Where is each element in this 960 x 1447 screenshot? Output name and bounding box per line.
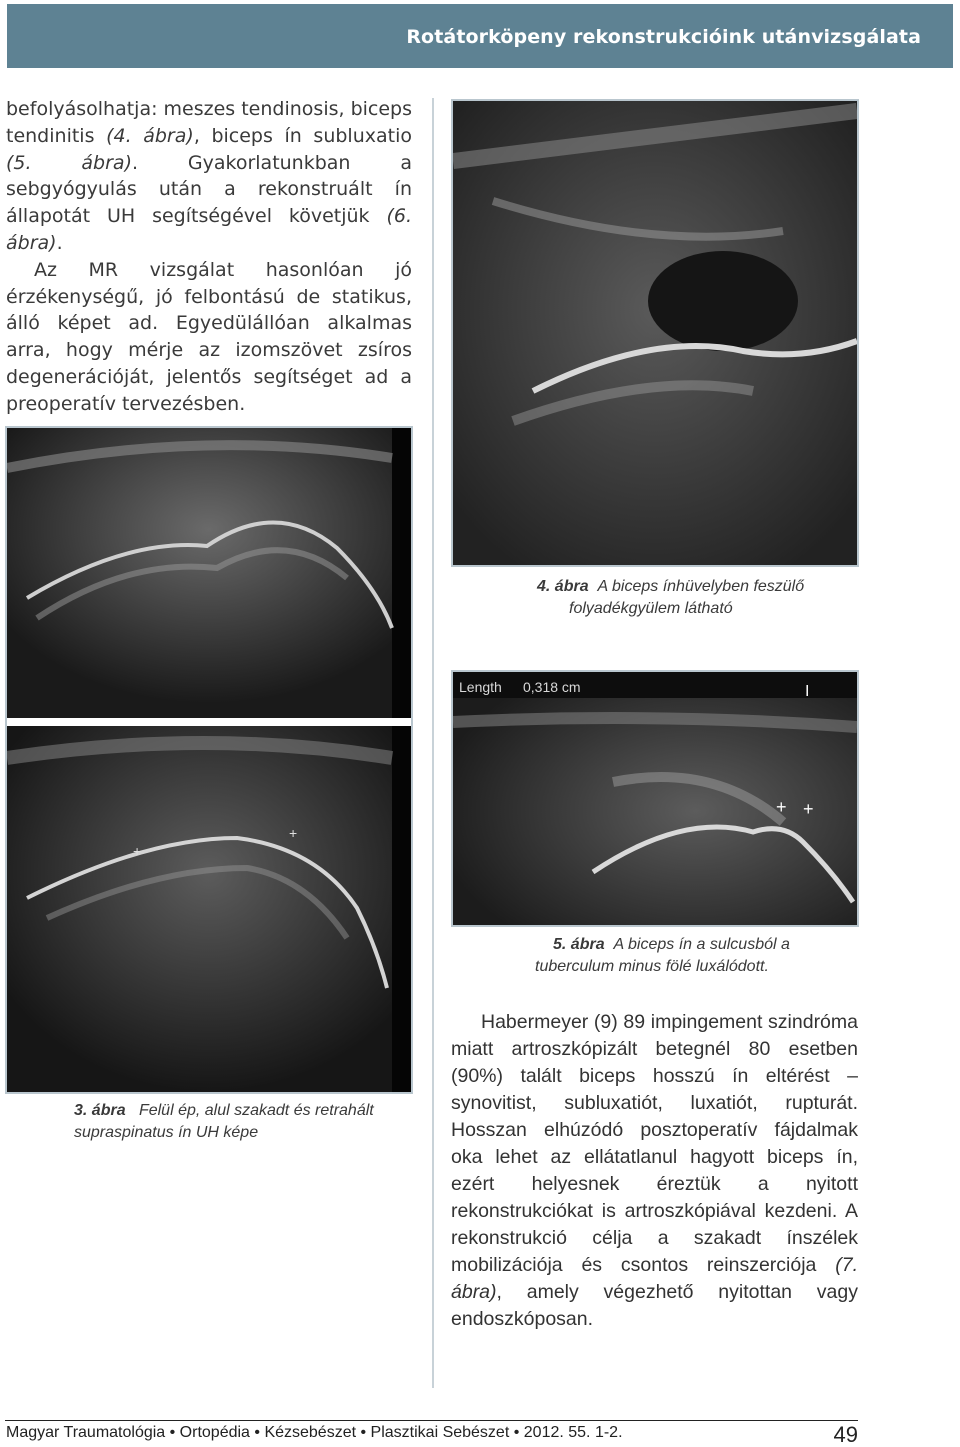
figure-5-length-value: 0,318 cm bbox=[523, 679, 581, 695]
figure-4-ultrasound-image bbox=[451, 99, 859, 567]
svg-text:+: + bbox=[289, 825, 298, 841]
figure-5-length-label: Length bbox=[459, 679, 502, 695]
figure-3-caption: 3. ábra Felül ép, alul szakadt és retrahált supraspinatus ín UH képe bbox=[74, 1102, 374, 1141]
right-column-text bbox=[451, 1009, 858, 1333]
running-header bbox=[7, 4, 953, 68]
paragraph-3: Habermeyer (9) 89 impingement szindróma miatt artroszkópizált betegnél 80 esetben (90%) talált biceps hosszú ín eltérést – synovitist, subluxatiót, luxatiót, rupturát. Hosszan elhúzódó posztoperatív fájdalmak oka lehet az ellátatlanul hagyott biceps ín, ezért helyesnek éreztük a nyitott rekonstrukciókat is artroszkópiával kezdeni. A rekonstrukció célja a szakadt ínszélek mobilizációja és csontos reinszerciója (7. ábra), amely végezhető nyitottan vagy endoszkóposan. bbox=[451, 1011, 858, 1330]
running-header-title: Rotátorköpeny rekonstrukcióink utánvizsgálata bbox=[406, 26, 921, 48]
ref-fig7: (7. ábra) bbox=[451, 1254, 858, 1303]
svg-text:+: + bbox=[776, 797, 787, 817]
svg-text:I: I bbox=[805, 683, 810, 700]
ref-fig5: (5. ábra) bbox=[6, 151, 132, 174]
paragraph-2: Az MR vizsgálat hasonlóan jó érzékenységű, jó felbontású de statikus, álló képet ad. Egyedülállóan alkalmas arra, hogy mérje az izomszövet zsíros degenerációját, jelentős segítséget ad a preoperatív tervezésben. bbox=[6, 258, 412, 415]
left-column-text bbox=[6, 96, 412, 418]
paragraph-1: befolyásolhatja: meszes tendinosis, biceps tendinitis (4. ábra), biceps ín subluxatio (5. ábra). Gyakorlatunkban a sebgyógyulás után a rekonstruált ín állapotát UH segítségével követjük (6. ábra). bbox=[6, 98, 413, 254]
column-divider bbox=[432, 98, 434, 1388]
page-number: 49 bbox=[833, 1422, 858, 1447]
ref-fig6: (6. ábra) bbox=[6, 205, 412, 254]
footer-rule bbox=[5, 1420, 858, 1421]
figure-5-ultrasound-image bbox=[451, 670, 859, 927]
figure-3-ultrasound-image bbox=[5, 426, 413, 1094]
ref-fig4: (4. ábra) bbox=[106, 124, 194, 147]
svg-text:+: + bbox=[133, 843, 142, 859]
figure-5-caption: 5. ábra A biceps ín a sulcusból a tuberculum minus fölé luxálódott. bbox=[535, 936, 790, 975]
svg-text:+: + bbox=[803, 799, 814, 819]
journal-footer: Magyar Traumatológia • Ortopédia • Kézsebészet • Plasztikai Sebészet • 2012. 55. 1-2. bbox=[6, 1424, 623, 1441]
figure-4-caption: 4. ábra A biceps ínhüvelyben feszülő folyadékgyülem látható bbox=[537, 578, 805, 617]
